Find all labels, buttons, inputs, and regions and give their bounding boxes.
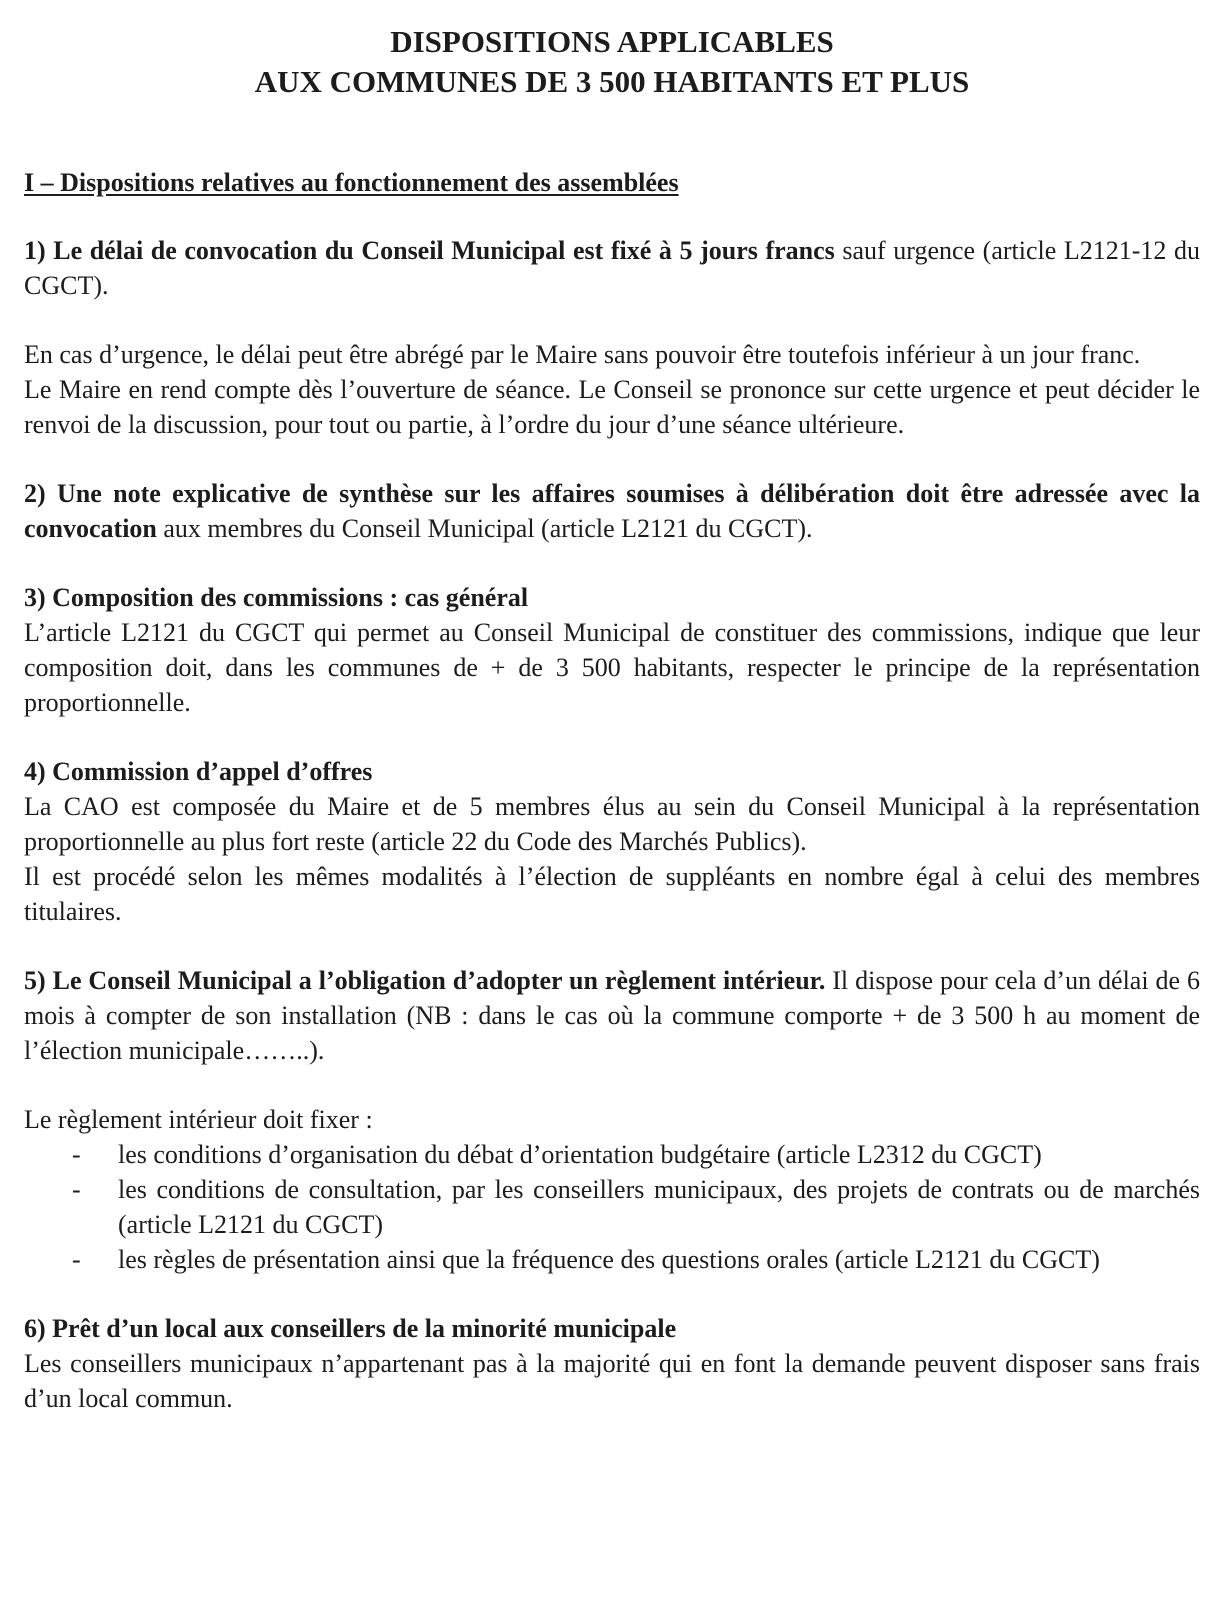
list-item-text: les conditions d’organisation du débat d’orientation budgétaire (article L2312 du CGCT) [118, 1140, 1042, 1169]
list-item-text: les règles de présentation ainsi que la fréquence des questions orales (article L2121 du CGCT) [118, 1245, 1100, 1274]
internal-rules-list [24, 1137, 1200, 1277]
list-item-text: les conditions de consultation, par les conseillers municipaux, des projets de contrats ou de marchés (article L2121 du CGCT) [118, 1175, 1200, 1239]
paragraph-cao-substitutes: Il est procédé selon les mêmes modalités à l’élection de suppléants en nombre égal à celui des membres titulaires. [24, 862, 1200, 926]
paragraph-mayor-account: Le Maire en rend compte dès l’ouverture de séance. Le Conseil se prononce sur cette urgence et peut décider le renvoi de la discussion, pour tout ou partie, à l’ordre du jour d’une séance ultérieure. [24, 375, 1200, 439]
synthesis-note-rest: aux membres du Conseil Municipal (article L2121 du CGCT). [156, 514, 813, 543]
dash-bullet: - [72, 1175, 81, 1204]
list-item [72, 1137, 1200, 1172]
paragraph-cao-composition: La CAO est composée du Maire et de 5 membres élus au sein du Conseil Municipal à la représentation proportionnelle au plus fort reste (article 22 du Code des Marchés Publics). [24, 792, 1200, 856]
dash-bullet: - [72, 1245, 81, 1274]
heading-minority-room: 6) Prêt d’un local aux conseillers de la minorité municipale [24, 1314, 677, 1343]
section-heading: I – Dispositions relatives au fonctionnement des assemblées [24, 168, 679, 197]
list-item [72, 1172, 1200, 1242]
heading-cao: 4) Commission d’appel d’offres [24, 757, 373, 786]
paragraph-commissions: L’article L2121 du CGCT qui permet au Conseil Municipal de constituer des commissions, indique que leur composition doit, dans les communes de + de 3 500 habitants, respecter le principe de la représentation proportionnelle. [24, 618, 1200, 717]
paragraph-convocation-delay [24, 233, 1200, 303]
dash-bullet: - [72, 1140, 81, 1169]
paragraph-synthesis-note [24, 476, 1200, 546]
heading-commissions: 3) Composition des commissions : cas général [24, 583, 529, 612]
internal-rules-rest: Il dispose pour cela d’un délai de 6 mois à compter de son installation (NB : dans le cas où la commune comporte + de 3 500 h au moment de l’élection municipale……..). [24, 966, 1200, 1065]
internal-rules-bold: 5) Le Conseil Municipal a l’obligation d’adopter un règlement intérieur. [24, 966, 826, 995]
document-title [24, 22, 1200, 102]
synthesis-note-bold: 2) Une note explicative de synthèse sur les affaires soumises à délibération doit être adressée avec la convocation [24, 479, 1200, 543]
title-line-1: DISPOSITIONS APPLICABLES [390, 24, 834, 59]
list-intro: Le règlement intérieur doit fixer : [24, 1105, 373, 1134]
convocation-delay-bold: 1) Le délai de convocation du Conseil Municipal est fixé à 5 jours francs [24, 236, 835, 265]
paragraph-minority-room: Les conseillers municipaux n’appartenant pas à la majorité qui en font la demande peuvent disposer sans frais d’un local commun. [24, 1349, 1200, 1413]
paragraph-urgency: En cas d’urgence, le délai peut être abrégé par le Maire sans pouvoir être toutefois inférieur à un jour franc. [24, 340, 1141, 369]
paragraph-internal-rules [24, 963, 1200, 1068]
title-line-2: AUX COMMUNES DE 3 500 HABITANTS ET PLUS [254, 64, 970, 99]
convocation-delay-rest: sauf urgence (article L2121-12 du CGCT). [24, 236, 1201, 300]
list-item [72, 1242, 1200, 1277]
